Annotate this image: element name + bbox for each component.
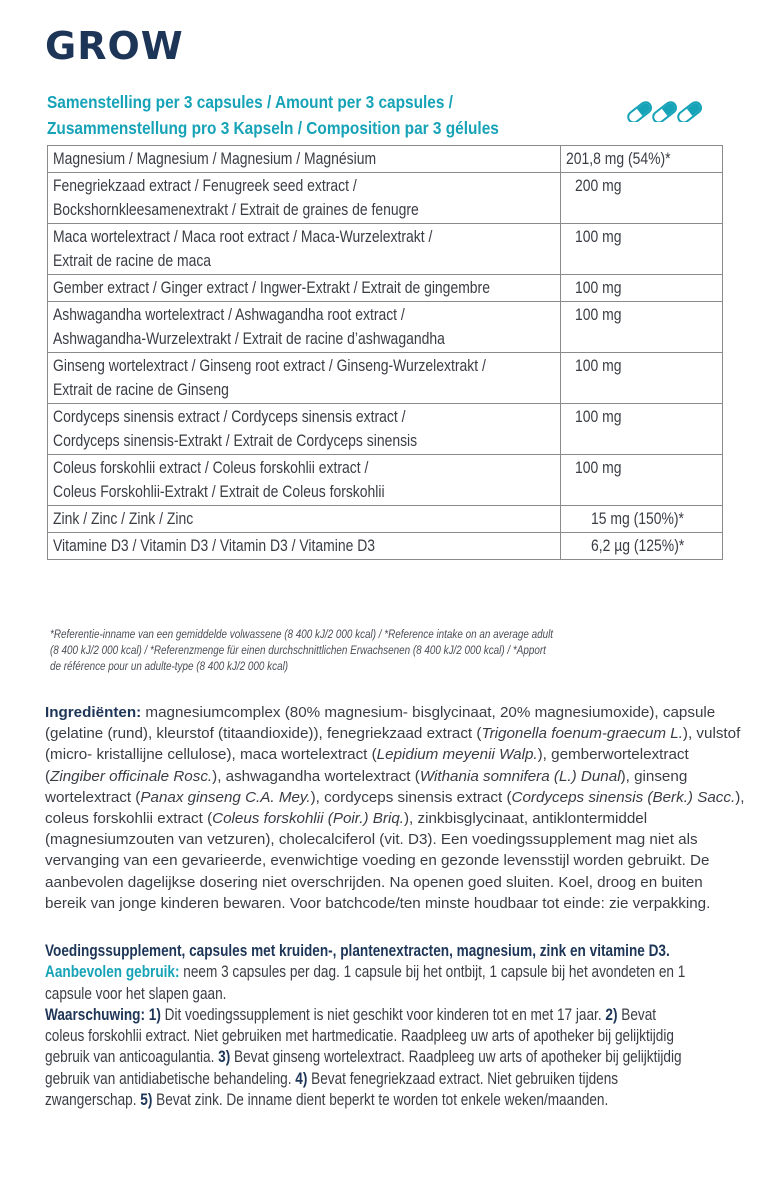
ingredient-name: Gember extract / Ginger extract / Ingwer-Extrakt / Extrait de gingembre — [48, 275, 561, 302]
ingredient-name: Cordyceps sinensis extract / Cordyceps sinensis extract / Cordyceps sinensis-Extrakt / Extrait de Cordyceps sinensis — [48, 404, 561, 455]
table-row — [48, 302, 723, 353]
ingredient-name: Vitamine D3 / Vitamin D3 / Vitamin D3 / Vitamine D3 — [48, 533, 561, 560]
footnote-line: (8 400 kJ/2 000 kcal) / *Referenzmenge für einen durchschnittlichen Erwachsenen (8 400 kJ/2 000 kcal) / *Apport — [50, 645, 546, 657]
ingredient-amount: 100 mg — [561, 275, 723, 302]
table-row — [48, 506, 723, 533]
table-row — [48, 173, 723, 224]
ingredient-name: Zink / Zinc / Zink / Zinc — [48, 506, 561, 533]
warning-line: gebruik van anticoagulantia. 3) Bevat ginseng wortelextract. Raadpleeg uw arts of apotheker bij gelijktijdig — [45, 1047, 682, 1067]
capsule-icon — [622, 92, 708, 122]
nutrition-table — [47, 145, 723, 560]
usage-label: Aanbevolen gebruik: — [45, 962, 180, 982]
ingredient-amount: 200 mg — [561, 173, 723, 224]
supplement-description: Voedingssupplement, capsules met kruiden-, plantenextracten, magnesium, zink en vitamine D3. — [45, 941, 670, 960]
brand-title: GROW — [45, 24, 184, 68]
ingredient-amount: 100 mg — [561, 404, 723, 455]
table-row — [48, 533, 723, 560]
ingredient-name: Magnesium / Magnesium / Magnesium / Magnésium — [48, 146, 561, 173]
warning-label: Waarschuwing: — [45, 1004, 145, 1024]
usage-line: capsule voor het slapen gaan. — [45, 983, 227, 1003]
usage-and-warnings — [45, 940, 770, 1110]
ingredients-paragraph: Ingrediënten: magnesiumcomplex (80% magnesium- bisglycinaat, 20% magnesiumoxide), capsule (gelatine (rund), kleurstof (titaandioxide)), fenegriekzaad extract (Trigonella foenum-graecum L.), vulstof (micro- kristallijne cellulose), maca wortelextract (Lepidium meyenii Walp.), gemberwortelextract (Zingiber officinale Rosc.), ashwagandha wortelextract (Withania somnifera (L.) Dunal), ginseng wortelextract (Panax ginseng C.A. Mey.), cordyceps sinensis extract (Cordyceps sinensis (Berk.) Sacc.), coleus forskohlii extract (Coleus forskohlii (Poir.) Briq.), zinkbisglycinaat, antiklontermiddel (magnesiumzouten van vetzuren), cholecalciferol (vit. D3). Een voedingssupplement mag niet als vervanging van een gevarieerde, evenwichtige voeding en gezonde levensstijl worden gebruikt. De aanbevolen dagelijkse dosering niet overschrijden. Na openen goed sluiten. Koel, droog en buiten bereik van jonge kinderen bewaren. Voor batchcode/ten minste houdbaar tot einde: zie verpakking. — [45, 704, 745, 912]
usage-line: Aanbevolen gebruik: neem 3 capsules per dag. 1 capsule bij het ontbijt, 1 capsule bij het avondeten en 1 — [45, 962, 686, 982]
ingredient-amount: 100 mg — [561, 455, 723, 506]
warning-line: Waarschuwing: 1) Dit voedingssupplement is niet geschikt voor kinderen tot en met 17 jaar. 2) Bevat — [45, 1004, 657, 1024]
ingredient-amount: 100 mg — [561, 353, 723, 404]
ingredient-name: Maca wortelextract / Maca root extract / Maca-Wurzelextrakt / Extrait de racine de maca — [48, 224, 561, 275]
ingredient-amount: 100 mg — [561, 224, 723, 275]
ingredients-label: Ingrediënten: — [45, 704, 142, 721]
footnote-line: *Referentie-inname van een gemiddelde volwassene (8 400 kJ/2 000 kcal) / *Reference intake on an average adult — [50, 629, 554, 641]
table-row — [48, 224, 723, 275]
table-row — [48, 455, 723, 506]
ingredient-name: Ginseng wortelextract / Ginseng root extract / Ginseng-Wurzelextrakt / Extrait de racine de Ginseng — [48, 353, 561, 404]
table-row — [48, 404, 723, 455]
ingredient-amount: 201,8 mg (54%)* — [561, 146, 723, 173]
composition-heading — [47, 89, 540, 141]
ingredient-amount: 6,2 µg (125%)* — [561, 533, 723, 560]
composition-heading-line-2: Zusammenstellung pro 3 Kapseln / Composition par 3 gélules — [47, 118, 499, 138]
reference-intake-footnote — [50, 627, 750, 675]
ingredient-name: Fenegriekzaad extract / Fenugreek seed extract / Bockshornkleesamenextrakt / Extrait de graines de fenugre — [48, 173, 561, 224]
warning-line: zwangerschap. 5) Bevat zink. De inname dient beperkt te worden tot enkele weken/maanden. — [45, 1090, 609, 1110]
table-row — [48, 353, 723, 404]
ingredient-name: Coleus forskohlii extract / Coleus forskohlii extract / Coleus Forskohlii-Extrakt / Extrait de Coleus forskohlii — [48, 455, 561, 506]
ingredient-amount: 100 mg — [561, 302, 723, 353]
table-row — [48, 275, 723, 302]
table-row — [48, 146, 723, 173]
warning-line: gebruik van antidiabetische behandeling. 4) Bevat fenegriekzaad extract. Niet gebruiken tijdens — [45, 1068, 619, 1088]
ingredient-name: Ashwagandha wortelextract / Ashwagandha root extract / Ashwagandha-Wurzelextrakt / Extrait de racine d’ashwagandha — [48, 302, 561, 353]
composition-heading-line-1: Samenstelling per 3 capsules / Amount per 3 capsules / — [47, 92, 453, 112]
footnote-line: de référence pour un adulte-type (8 400 kJ/2 000 kcal) — [50, 661, 289, 673]
ingredient-amount: 15 mg (150%)* — [561, 506, 723, 533]
warning-line: coleus forskohlii extract. Niet gebruiken met hartmedicatie. Raadpleeg uw arts of apotheker bij gelijktijdig — [45, 1026, 674, 1046]
